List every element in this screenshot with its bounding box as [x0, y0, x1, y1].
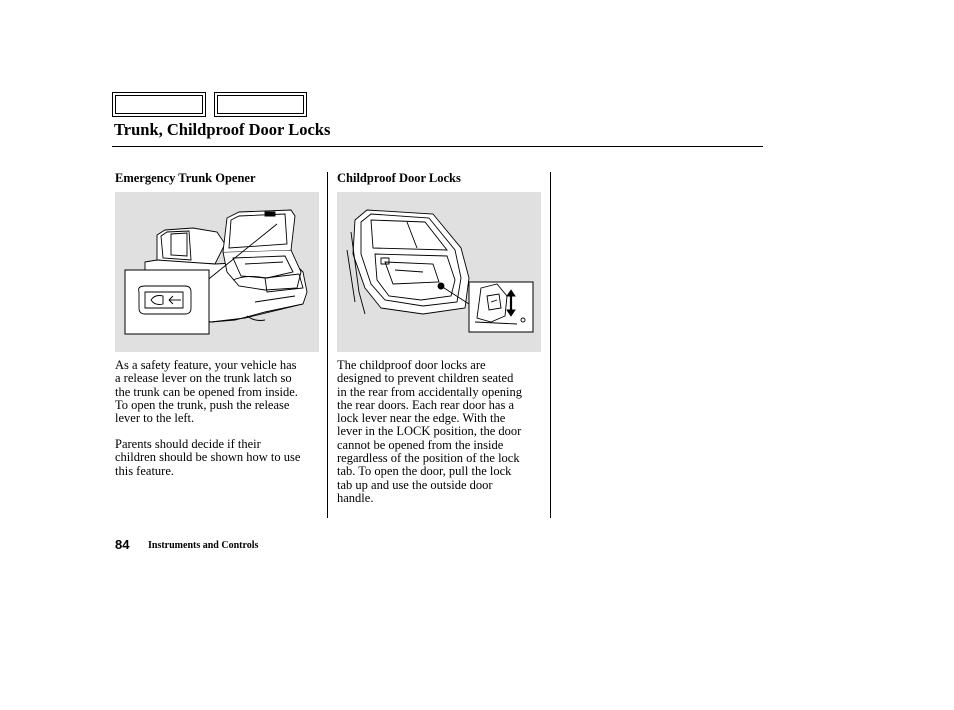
text-line: this feature.	[115, 463, 175, 478]
parents-advice-paragraph	[115, 438, 325, 478]
text-line: designed to prevent children seated	[337, 371, 514, 386]
text-line: the rear doors. Each rear door has a	[337, 397, 514, 412]
childproof-locks-paragraph	[337, 359, 547, 505]
text-line: the trunk can be opened from inside.	[115, 384, 298, 399]
text-line: in the rear from accidentally opening	[337, 384, 522, 399]
page-title: Trunk, Childproof Door Locks	[114, 120, 331, 139]
text-line: lever in the LOCK position, the door	[337, 424, 522, 439]
nav-button-next[interactable]	[214, 92, 307, 117]
trunk-opener-paragraph	[115, 359, 325, 425]
text-line: tab. To open the door, pull the lock	[337, 464, 512, 479]
column-divider-1	[327, 172, 328, 518]
section-name: Instruments and Controls	[148, 540, 259, 551]
text-line: tab up and use the outside door	[337, 477, 493, 492]
text-line: As a safety feature, your vehicle has	[115, 358, 297, 372]
text-line: cannot be opened from the inside	[337, 437, 504, 452]
text-line: a release lever on the trunk latch so	[115, 371, 292, 386]
page-number: 84	[115, 537, 130, 552]
text-line: lever to the left.	[115, 411, 195, 426]
text-line: To open the trunk, push the release	[115, 397, 290, 412]
trunk-opener-heading: Emergency Trunk Opener	[115, 171, 256, 185]
text-line: regardless of the position of the lock	[337, 451, 520, 466]
rear-door-lock-illustration	[337, 192, 541, 352]
childproof-locks-heading: Childproof Door Locks	[337, 171, 461, 185]
column-divider-2	[550, 172, 551, 518]
text-line: Parents should decide if their	[115, 437, 261, 451]
title-divider	[112, 146, 763, 147]
text-line: The childproof door locks are	[337, 358, 486, 372]
text-line: children should be shown how to use	[115, 450, 301, 465]
text-line: lock lever near the edge. With the	[337, 411, 506, 426]
nav-button-previous[interactable]	[112, 92, 206, 117]
text-line: handle.	[337, 490, 374, 505]
car-open-trunk-illustration	[115, 192, 319, 352]
